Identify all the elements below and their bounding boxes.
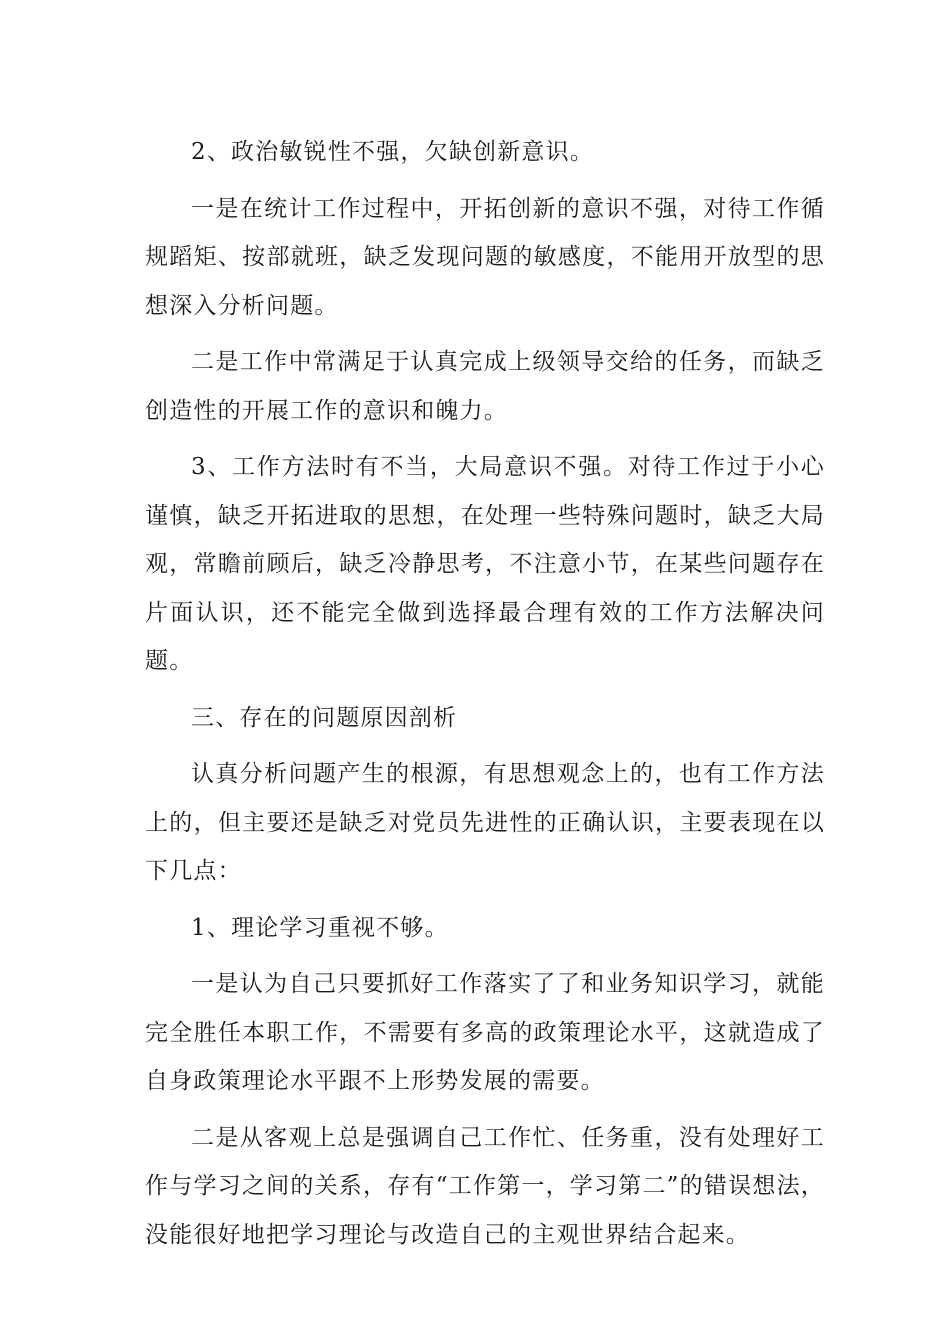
paragraph-policy-theory: 一是认为自己只要抓好工作落实了了和业务知识学习，就能完全胜任本职工作，不需要有多高的政策理论水平，这就造成了自身政策理论水平跟不上形势发展的需要。 [145,971,825,1094]
heading-political-sensitivity: 2、政治敏锐性不强，欠缺创新意识。 [191,139,595,165]
paragraph-work-methods: 3、工作方法时有不当，大局意识不强。对待工作过于小心谨慎，缺乏开拓进取的思想，在处理一些特殊问题时，缺乏大局观，常瞻前顾后，缺乏冷静思考，不注意小节，在某些问题存在片面认识，还不能完全做到选择最合理有效的工作方法解决问题。 [145,454,825,674]
paragraph-root-causes: 认真分析问题产生的根源，有思想观念上的，也有工作方法上的，但主要还是缺乏对党员先进性的正确认识，主要表现在以下几点： [145,761,825,884]
heading-theory-study: 1、理论学习重视不够。 [191,914,449,941]
paragraph-work-study-balance: 二是从客观上总是强调自己工作忙、任务重，没有处理好工作与学习之间的关系，存有“工作第一，学习第二”的错误想法，没能很好地把学习理论与改造自己的主观世界结合起来。 [145,1124,825,1248]
document-page [145,128,825,1259]
section-heading-cause-analysis: 三、存在的问题原因剖析 [191,704,458,731]
paragraph-innovation-awareness: 一是在统计工作过程中，开拓创新的意识不强，对待工作循规蹈矩、按部就班，缺乏发现问题的敏感度，不能用开放型的思想深入分析问题。 [145,195,825,319]
paragraph-creative-work: 二是工作中常满足于认真完成上级领导交给的任务，而缺乏创造性的开展工作的意识和魄力。 [145,349,825,424]
